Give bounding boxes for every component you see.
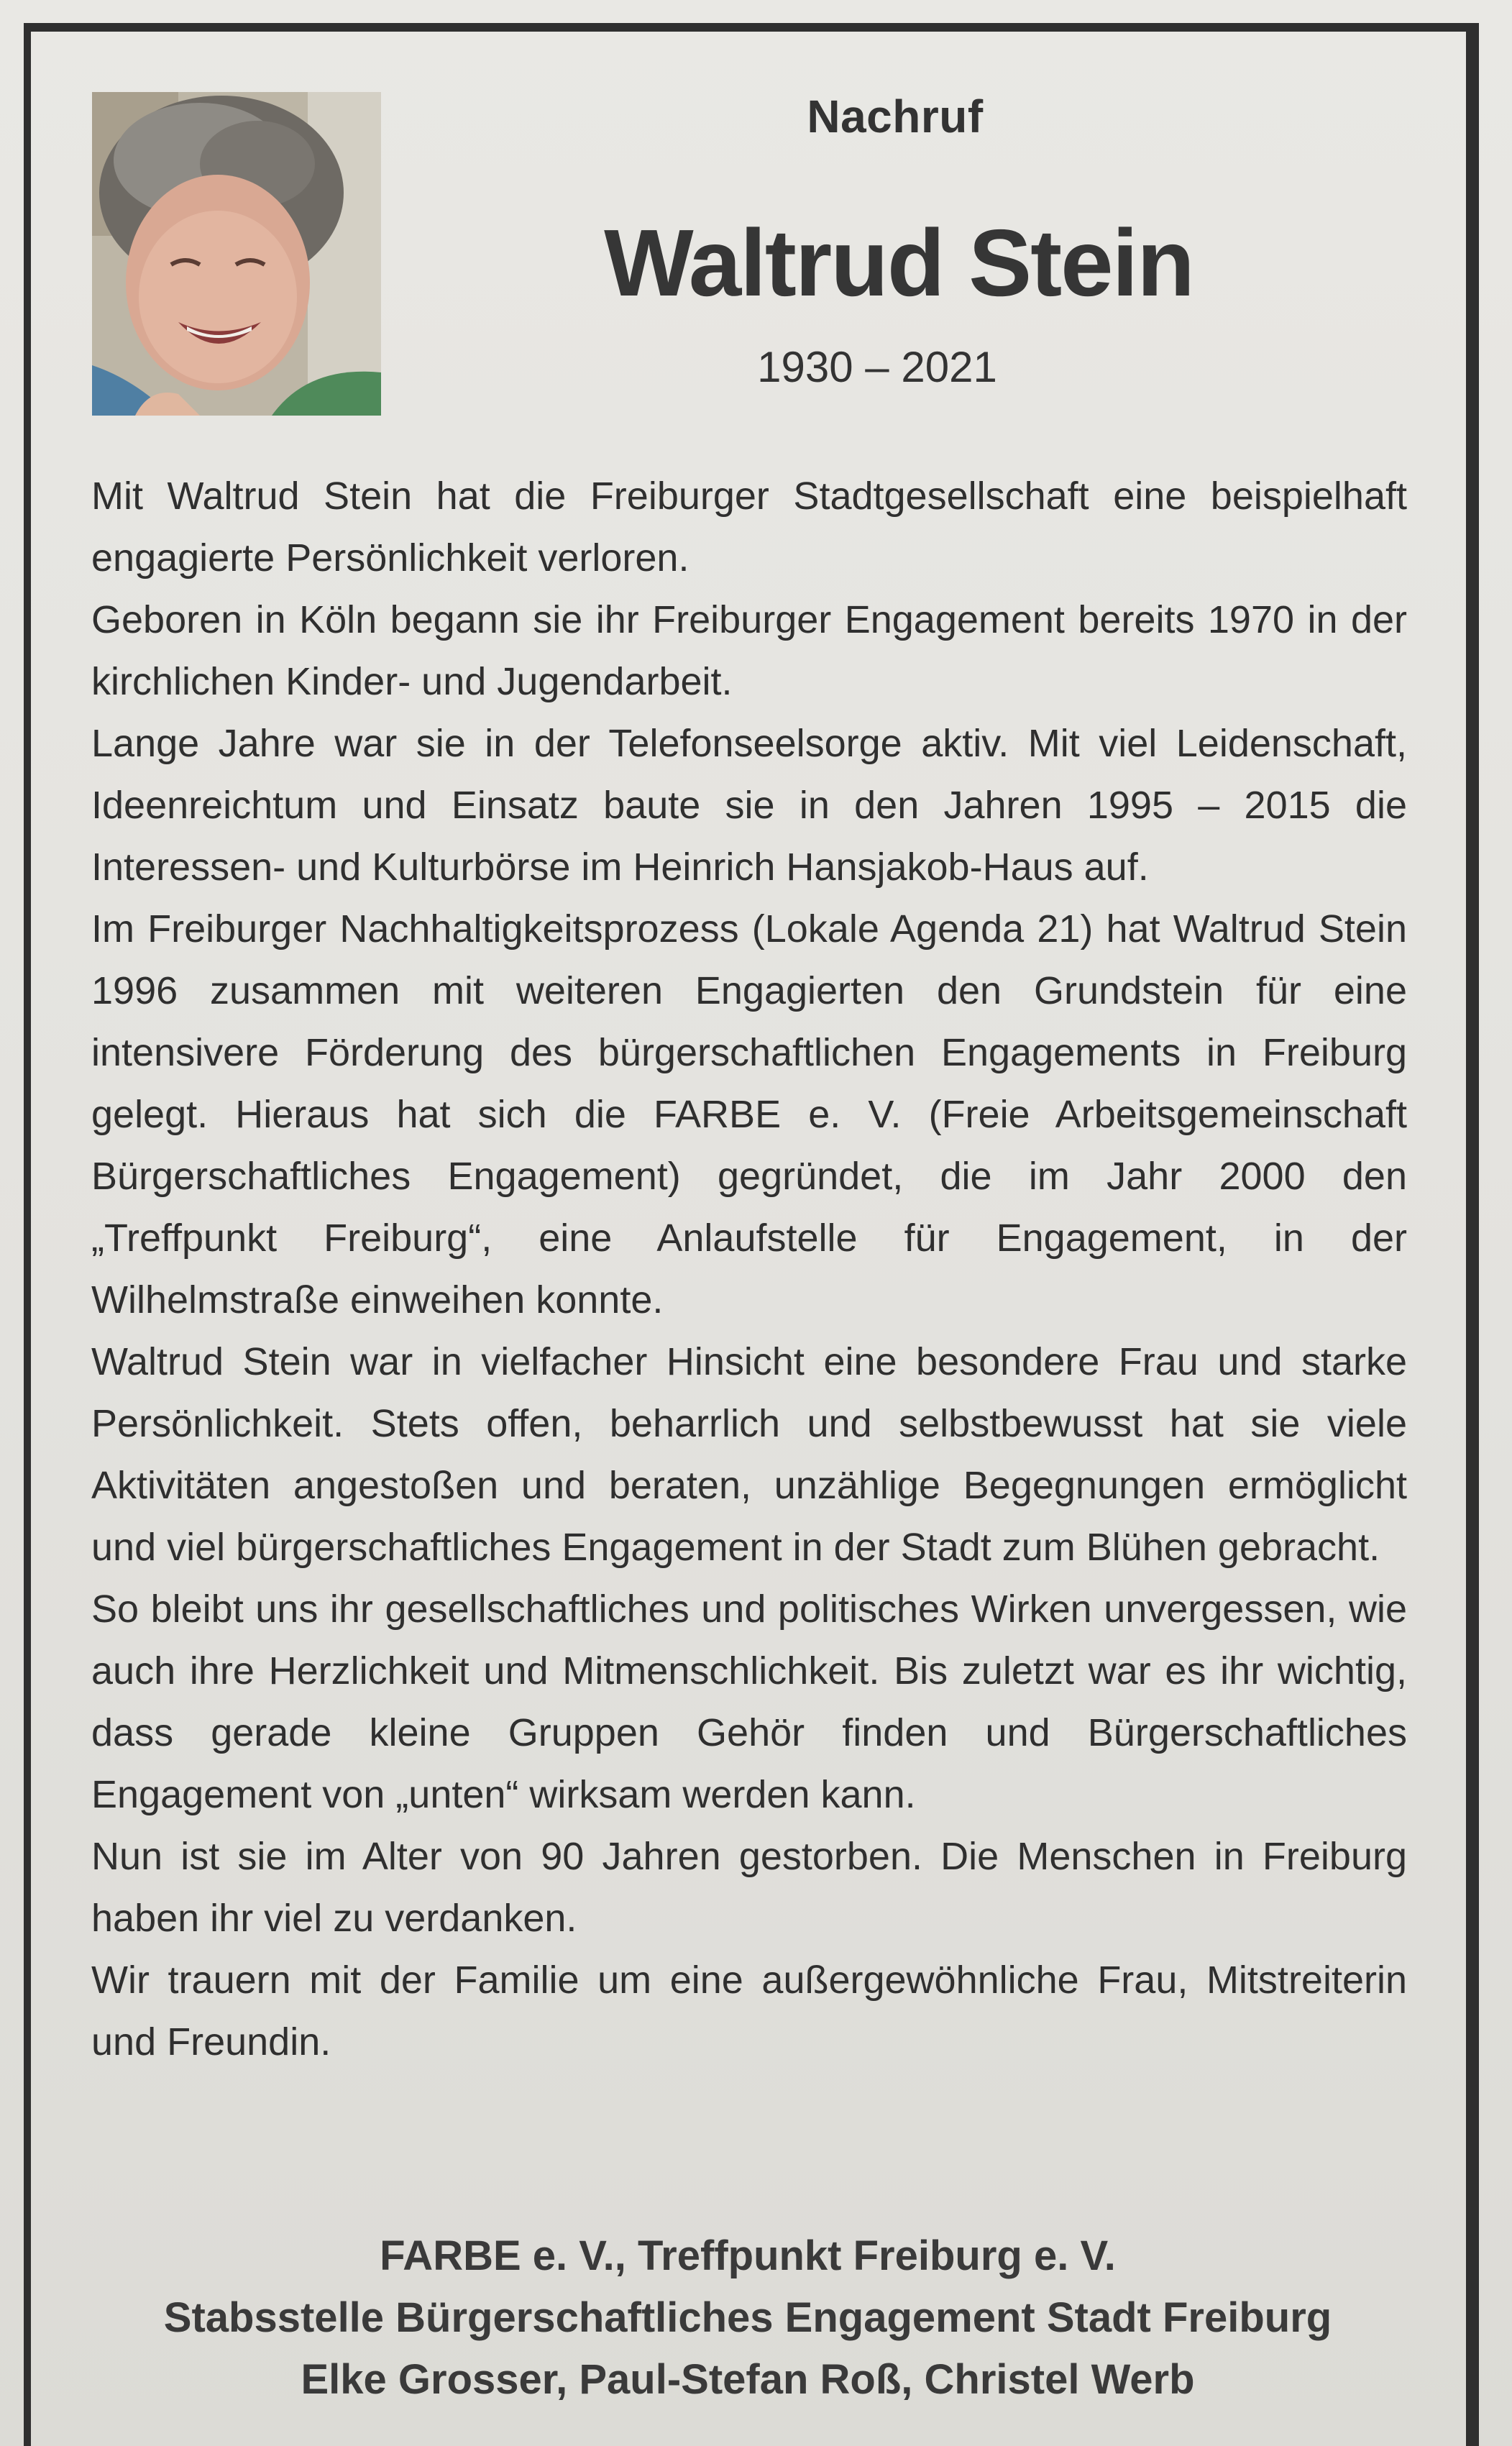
paragraph: Geboren in Köln begann sie ihr Freiburger Engagement bereits 1970 in der kirchlichen Kinder- und Jugendarbeit.: [91, 598, 1407, 703]
signatory-line: Elke Grosser, Paul-Stefan Roß, Christel Werb: [301, 2356, 1195, 2403]
portrait-photo: [92, 92, 381, 416]
paragraph: Wir trauern mit der Familie um eine außergewöhnliche Frau, Mitstreiterin und Freundin.: [91, 1959, 1407, 2063]
paragraph: Mit Waltrud Stein hat die Freiburger Stadtgesellschaft eine beispielhaft engagierte Persönlichkeit verloren.: [91, 475, 1407, 580]
paragraph: So bleibt uns ihr gesellschaftliches und politisches Wirken unvergessen, wie auch ihre Herzlichkeit und Mitmenschlichkeit. Bis zuletzt war es ihr wichtig, dass gerade kleine Gruppen Gehör finden und Bürgerschaftliches Engagement von „unten“ wirksam werden kann.: [91, 1588, 1407, 1816]
paragraph: Im Freiburger Nachhaltigkeitsprozess (Lokale Agenda 21) hat Waltrud Stein 1996 zusammen mit weiteren Engagierten den Grundstein für eine intensivere Förderung des bürgerschaftlichen Engagements in Freiburg gelegt. Hieraus hat sich die FARBE e. V. (Freie Arbeitsgemeinschaft Bürgerschaftliches Engagement) gegründet, die im Jahr 2000 den „Treffpunkt Freiburg“, eine Anlaufstelle für Engagement, in der Wilhelmstraße einweihen konnte.: [91, 907, 1407, 1322]
signatories: [72, 2225, 1424, 2411]
obituary-text: [91, 465, 1407, 2073]
deceased-name: Waltrud Stein: [604, 210, 1193, 316]
paragraph: Nun ist sie im Alter von 90 Jahren gestorben. Die Menschen in Freiburg haben ihr viel zu verdanken.: [91, 1835, 1407, 1940]
signatory-line: FARBE e. V., Treffpunkt Freiburg e. V.: [380, 2232, 1116, 2279]
signatory-line: Stabsstelle Bürgerschaftliches Engagement Stadt Freiburg: [163, 2294, 1332, 2341]
obituary-label: Nachruf: [807, 91, 984, 142]
paragraph: Waltrud Stein war in vielfacher Hinsicht eine besondere Frau und starke Persönlichkeit. Stets offen, beharrlich und selbstbewusst hat sie viele Aktivitäten angestoßen und beraten, unzählige Begegnungen ermöglicht und viel bürgerschaftliches Engagement in der Stadt zum Blühen gebracht.: [91, 1340, 1407, 1569]
life-years: 1930 – 2021: [757, 343, 997, 391]
paragraph: Lange Jahre war sie in der Telefonseelsorge aktiv. Mit viel Leidenschaft, Ideenreichtum und Einsatz baute sie in den Jahren 1995 – 2015 die Interessen- und Kulturbörse im Heinrich Hansjakob-Haus auf.: [91, 722, 1407, 889]
